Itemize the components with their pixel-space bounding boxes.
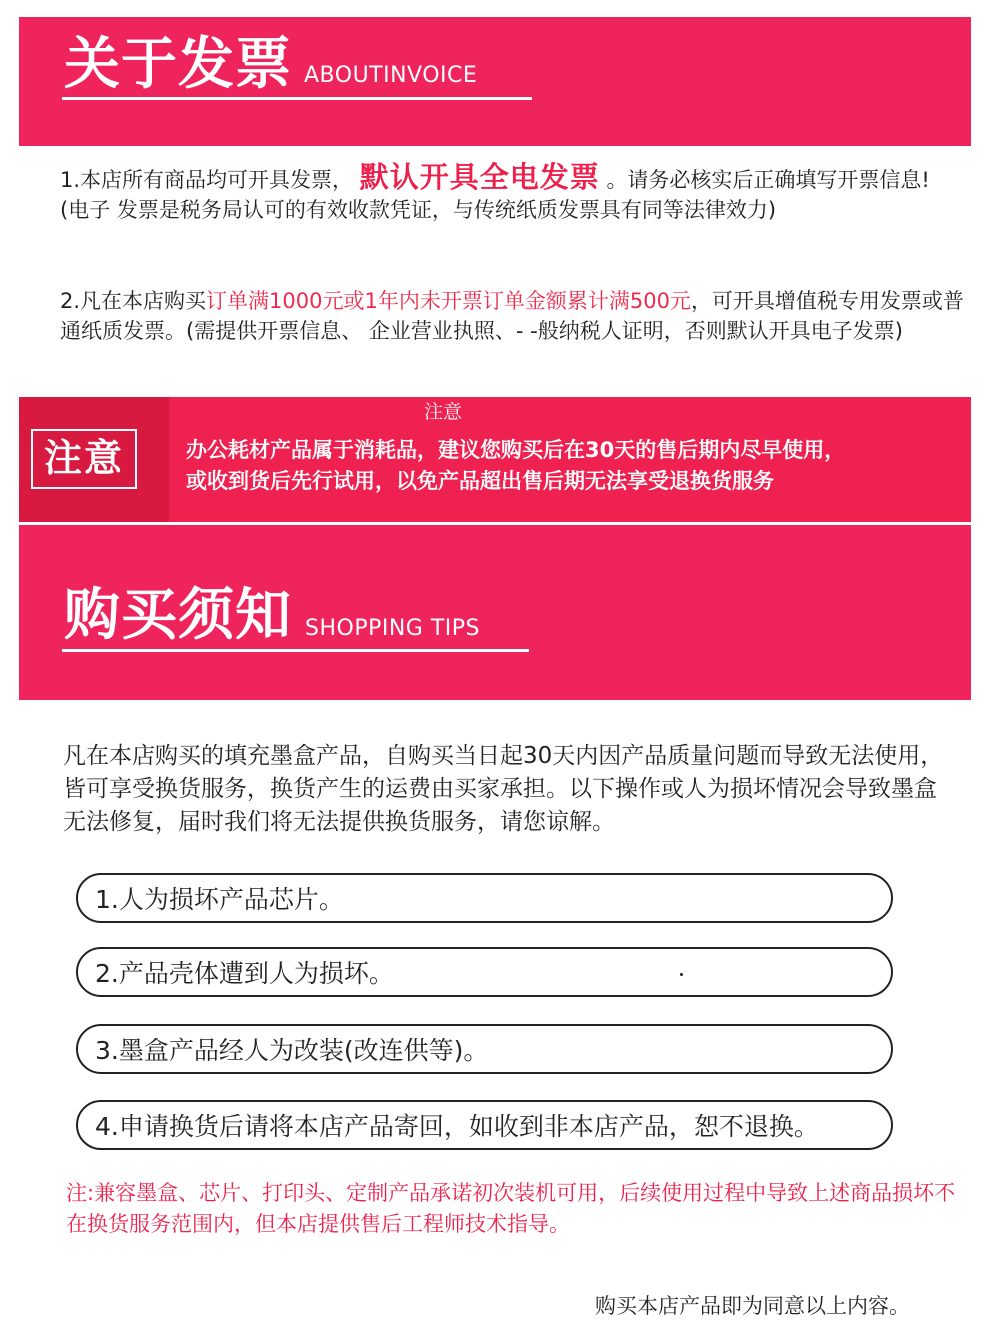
invoice-p1-highlight: 默认开具全电发票 [359,160,600,194]
notice-heading: 注意 [424,401,463,423]
agreement-text: 购买本店产品即为同意以上内容。 [595,1294,910,1318]
rule-item-2: 2.产品壳体遭到人为损坏。 [76,947,893,997]
stray-dot [680,973,683,976]
invoice-header-banner [19,17,971,146]
shopping-header-banner [19,525,971,700]
invoice-title: 关于发票 [64,32,292,97]
shopping-title-underline [62,649,529,652]
shopping-title: 购买须知 [64,583,292,648]
invoice-p2-post: ，可开具增值税专用发票或普通纸质发票。(需提供开票信息、 企业营业执照、- -般纳税人证明，否则默认开具电子发票) [60,289,964,343]
invoice-p2-highlight: 订单满1000元或1年内未开票订单金额累计满500元 [206,289,691,313]
invoice-p2-pre: 2.凡在本店购买 [60,289,207,313]
notice-line-2: 或收到货后先行试用，以免产品超出售后期无法享受退换货服务 [186,469,774,493]
rule-item-3: 3.墨盒产品经人为改装(改连供等)。 [76,1024,893,1074]
shopping-intro: 凡在本店购买的填充墨盒产品，自购买当日起30天内因产品质量问题而导致无法使用，皆可享受换货服务，换货产生的运费由买家承担。以下操作或人为损坏情况会导致墨盒无法修复，届时我们将无法提供换货服务，请您谅解。 [63,743,944,835]
rule-item-1: 1.人为损坏产品芯片。 [76,873,893,923]
invoice-p1-pre: 1.本店所有商品均可开具发票， [60,168,354,192]
notice-tag-panel [19,397,169,522]
shopping-title-en: SHOPPING TIPS [305,616,481,641]
compatibility-note: 注:兼容墨盒、芯片、打印头、定制产品承诺初次装机可用，后续使用过程中导致上述商品损坏不在换货服务范围内，但本店提供售后工程师技术指导。 [66,1181,956,1236]
invoice-p1-post: 。请务必核实后正确填写开票信息! (电子 发票是税务局认可的有效收款凭证，与传统纸质发票具有同等法律效力) [60,168,930,222]
notice-text [186,435,845,497]
invoice-title-underline [62,97,532,100]
notice-line-1: 办公耗材产品属于消耗品，建议您购买后在30天的售后期内尽早使用， [186,438,846,462]
rule-item-4: 4.申请换货后请将本店产品寄回，如收到非本店产品，恕不退换。 [76,1100,893,1150]
invoice-paragraph-1 [60,162,955,225]
notice-bar [19,397,971,522]
invoice-title-en: ABOUTINVOICE [304,63,478,88]
invoice-paragraph-2 [60,286,965,346]
notice-tag: 注意 [31,429,137,489]
